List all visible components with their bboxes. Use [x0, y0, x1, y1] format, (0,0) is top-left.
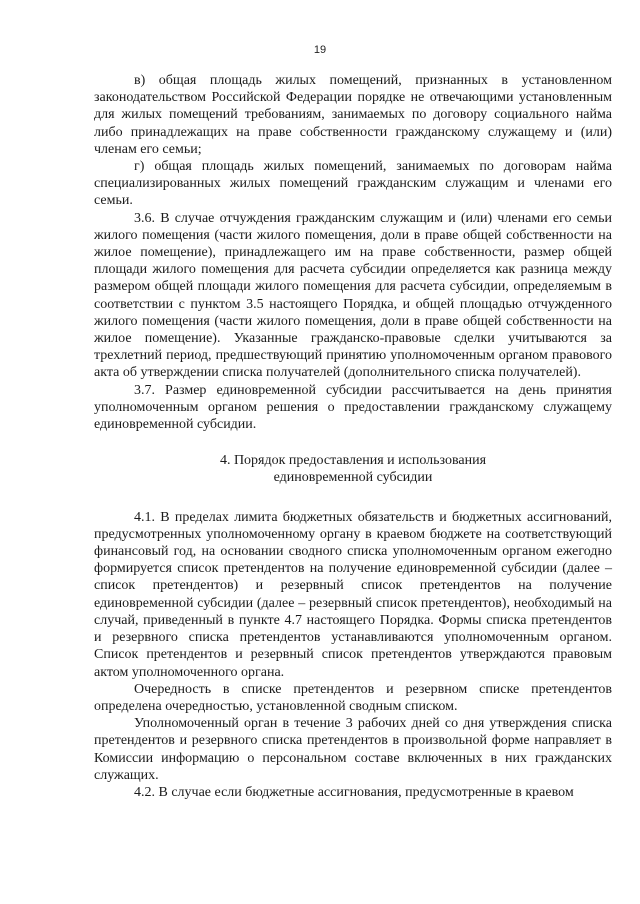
paragraph-4-2: 4.2. В случае если бюджетные ассигнования, предусмотренные в краевом [134, 784, 574, 800]
paragraph-g: г) общая площадь жилых помещений, занимаемых по договорам найма специализированных жилых помещений гражданским служащим и членами его семьи. [94, 159, 612, 209]
paragraph-3-7: 3.7. Размер единовременной субсидии рассчитывается на день принятия уполномоченным органом решения о предоставлении гражданскому служащему единовременной субсидии. [94, 382, 612, 433]
paragraph-notification: Уполномоченный орган в течение 3 рабочих дней со дня утверждения списка претендентов и резервного списка претендентов в произвольной форме направляет в Комиссии информацию о персональном составе включенных в них гражданских служащих. [94, 716, 612, 783]
paragraph-3-6: 3.6. В случае отчуждения гражданским служащим и (или) членами его семьи жилого помещения (части жилого помещения, доли в праве общей собственности на жилое помещение), принадлежащего им на праве собственности, размер общей площади жилого помещения для расчета субсидии определяется как разница между размером общей площади жилого помещения для расчета субсидии, определяемым в соответствии с пунктом 3.5 настоящего Порядка, и общей площадью отчужденного жилого помещения (части жилого помещения, доли в праве общей собственности на жилое помещение). Указанные гражданско-правовые сделки учитываются за трехлетний период, предшествующий принятию уполномоченным органом правового акта об утверждении списка получателей (дополнительного списка получателей). [94, 210, 612, 381]
document-body [94, 72, 612, 801]
paragraph-4-1: 4.1. В пределах лимита бюджетных обязательств и бюджетных ассигнований, предусмотренных уполномоченному органу в краевом бюджете на соответствующий финансовый год, на основании сводного списка уполномоченным органом ежегодно формируется список претендентов на получение единовременной субсидии (далее – список претендентов) и резервный список претендентов на получение единовременной субсидии (далее – резервный список претендентов), необходимый на случай, приведенный в пункте 4.7 настоящего Порядка. Формы списка претендентов и резервного списка претендентов устанавливаются уполномоченным органом. Список претендентов и резервный список претендентов утверждаются правовым актом уполномоченного органа. [94, 509, 612, 680]
page-number: 19 [313, 44, 327, 56]
section-heading-line-2: единовременной субсидии [273, 470, 433, 486]
section-heading-line-1: 4. Порядок предоставления и использования [219, 453, 487, 469]
paragraph-order: Очередность в списке претендентов и резервном списке претендентов определена очередностью, установленной сводным списком. [94, 681, 612, 714]
section-heading [94, 452, 612, 486]
paragraph-v: в) общая площадь жилых помещений, признанных в установленном законодательством Российской Федерации порядке не отвечающими установленным для жилых помещений требованиям, занимаемых по договору социального найма либо принадлежащих на праве собственности гражданскому служащему и (или) членам его семьи; [94, 73, 612, 157]
